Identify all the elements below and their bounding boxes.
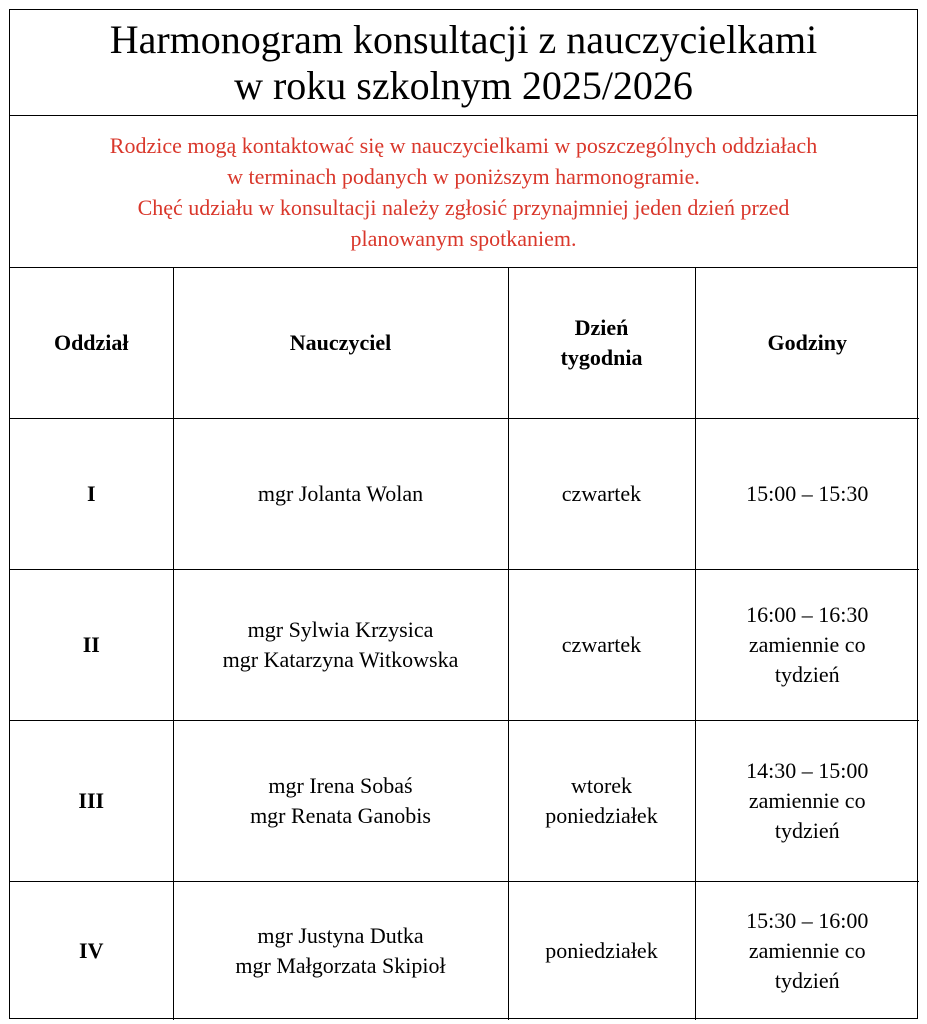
cell-hours <box>695 720 919 881</box>
teacher-name: mgr Justyna Dutka <box>257 922 424 948</box>
teacher-name: mgr Sylwia Krzysica <box>247 616 434 642</box>
cell-day <box>508 569 695 720</box>
cell-day <box>508 418 695 569</box>
hours-range: 15:30 – 16:00 <box>746 907 869 933</box>
header-dzien-line1: Dzień <box>574 314 629 340</box>
header-godziny: Godziny <box>695 268 919 418</box>
cell-teachers <box>173 569 508 720</box>
cell-day <box>508 720 695 881</box>
cell-teachers <box>173 418 508 569</box>
hours-note: zamiennie co <box>748 937 866 963</box>
title-line-2: w roku szkolnym 2025/2026 <box>234 62 693 108</box>
cell-teachers <box>173 720 508 881</box>
table-row <box>10 418 919 569</box>
notice-line-1: Rodzice mogą kontaktować się w nauczycielkami w poszczególnych oddziałach <box>109 132 818 158</box>
teacher-name: mgr Katarzyna Witkowska <box>222 646 459 672</box>
notice-section <box>10 116 917 268</box>
hours-note: zamiennie co <box>748 631 866 657</box>
day-name: czwartek <box>561 480 642 506</box>
cell-hours <box>695 418 919 569</box>
day-name: poniedziałek <box>545 937 658 963</box>
teacher-name: mgr Irena Sobaś <box>268 772 413 798</box>
consultation-table <box>10 268 919 1020</box>
day-name: czwartek <box>561 631 642 657</box>
hours-range: 14:30 – 15:00 <box>746 757 869 783</box>
table-row <box>10 569 919 720</box>
table-row <box>10 881 919 1020</box>
table-row <box>10 720 919 881</box>
notice-line-4: planowanym spotkaniem. <box>350 225 577 251</box>
teacher-name: mgr Renata Ganobis <box>250 802 431 828</box>
title-section <box>10 10 917 116</box>
hours-note: tydzień <box>774 817 840 843</box>
hours-range: 16:00 – 16:30 <box>746 601 869 627</box>
header-nauczyciel: Nauczyciel <box>173 268 508 418</box>
teacher-name: mgr Jolanta Wolan <box>257 480 424 506</box>
hours-note: tydzień <box>774 967 840 993</box>
cell-hours <box>695 569 919 720</box>
header-dzien-line2: tygodnia <box>560 344 643 370</box>
header-dzien-tygodnia <box>508 268 695 418</box>
day-name: poniedziałek <box>545 802 658 828</box>
day-name: wtorek <box>570 772 633 798</box>
notice-line-2: w terminach podanych w poniższym harmonogramie. <box>227 163 700 189</box>
teacher-name: mgr Małgorzata Skipioł <box>235 952 446 978</box>
cell-hours <box>695 881 919 1020</box>
cell-teachers <box>173 881 508 1020</box>
table-header-row <box>10 268 919 418</box>
cell-oddzial: IV <box>10 881 173 1020</box>
hours-note: zamiennie co <box>748 787 866 813</box>
hours-range: 15:00 – 15:30 <box>746 480 869 506</box>
title-line-1: Harmonogram konsultacji z nauczycielkami <box>109 16 818 62</box>
cell-oddzial: II <box>10 569 173 720</box>
cell-oddzial: III <box>10 720 173 881</box>
schedule-document <box>9 9 918 1019</box>
header-oddzial: Oddział <box>10 268 173 418</box>
cell-oddzial: I <box>10 418 173 569</box>
cell-day <box>508 881 695 1020</box>
hours-note: tydzień <box>774 661 840 687</box>
notice-line-3: Chęć udziału w konsultacji należy zgłosić przynajmniej jeden dzień przed <box>137 194 790 220</box>
